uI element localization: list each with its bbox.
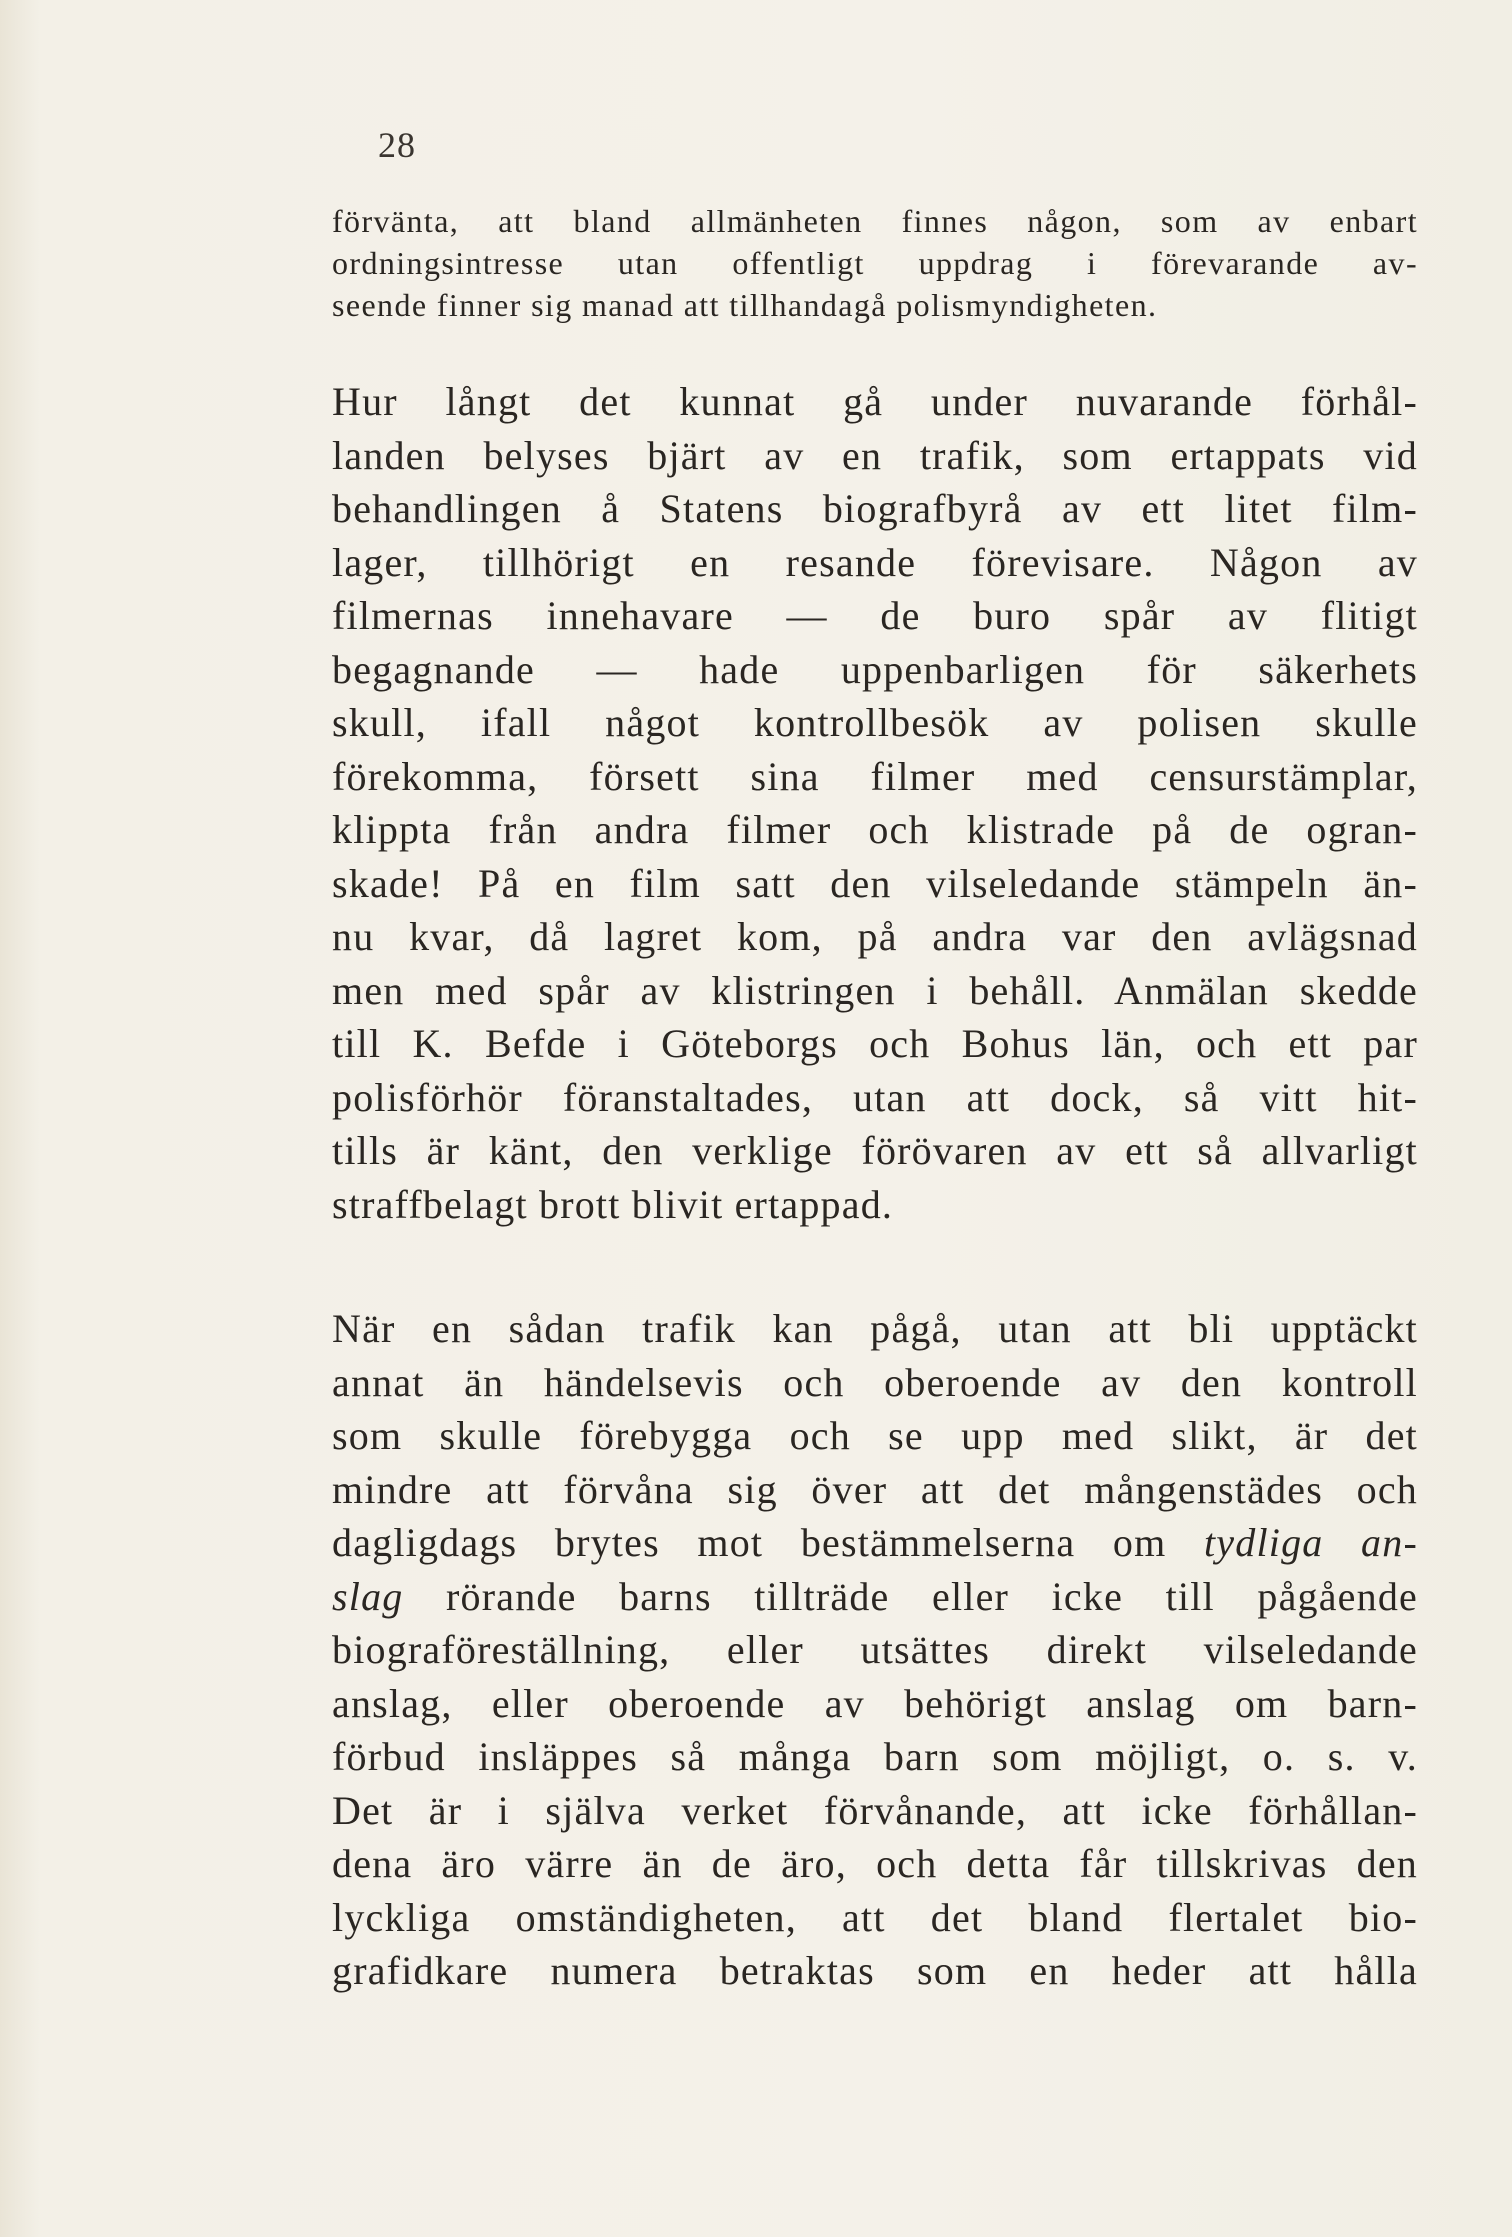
text-line: behandlingen å Statens biografbyrå av ett litet film- — [332, 486, 1418, 531]
text-line: Det är i själva verket förvånande, att icke förhållan- — [332, 1787, 1418, 1833]
text-line: filmernas innehavare — de buro spår av flitigt — [332, 593, 1418, 638]
text-line: förekomma, försett sina filmer med censurstämplar, — [332, 753, 1418, 799]
text-line: annat än händelsevis och oberoende av den kontroll — [332, 1359, 1418, 1405]
text-segment: rörande barns tillträde eller icke till pågående — [403, 1573, 1418, 1619]
text-line: lager, tillhörigt en resande förevisare. Någon av — [332, 539, 1418, 585]
text-line: lyckliga omständigheten, att det bland flertalet bio- — [332, 1894, 1418, 1940]
text-line: som skulle förebygga och se upp med slikt, är det — [332, 1413, 1418, 1458]
text-line: men med spår av klistringen i behåll. Anmälan skedde — [332, 967, 1418, 1013]
text-line: grafidkare numera betraktas som en heder att hålla — [332, 1948, 1418, 1993]
text-line — [332, 1570, 1418, 1624]
text-line: dena äro värre än de äro, och detta får tillskrivas den — [332, 1841, 1418, 1886]
text-line: ordningsintresse utan offentligt uppdrag i förevarande av- — [332, 245, 1418, 281]
text-line: förbud insläppes så många barn som möjligt, o. s. v. — [332, 1734, 1418, 1779]
text-line: Hur långt det kunnat gå under nuvarande förhål- — [332, 379, 1418, 424]
page-number: 28 — [378, 125, 416, 165]
text-line: tills är känt, den verklige förövaren av ett så allvarligt — [332, 1128, 1418, 1173]
paragraph-children-admission — [332, 1302, 1418, 1998]
text-line: polisförhör föranstaltades, utan att dock, så vitt hit- — [332, 1074, 1418, 1120]
text-line: mindre att förvåna sig över att det mångenstädes och — [332, 1466, 1418, 1512]
italic-text: slag — [332, 1573, 404, 1619]
text-line: klippta från andra filmer och klistrade på de ogran- — [332, 807, 1418, 852]
text-line: landen belyses bjärt av en trafik, som ertappats vid — [332, 432, 1418, 478]
text-line: seende finner sig manad att tillhandagå polismyndigheten. — [332, 287, 1158, 323]
text-line: till K. Befde i Göteborgs och Bohus län, och ett par — [332, 1021, 1418, 1066]
italic-text: tydliga an- — [1203, 1520, 1418, 1565]
text-segment: dagligdags brytes mot bestämmelserna om — [332, 1520, 1204, 1565]
text-line: straffbelagt brott blivit ertappad. — [332, 1181, 894, 1227]
text-line: biograföreställning, eller utsättes direkt vilseledande — [332, 1627, 1418, 1672]
paragraph-film-trafficking — [332, 375, 1418, 1231]
text-line: skull, ifall något kontrollbesök av polisen skulle — [332, 700, 1418, 745]
text-line: förvänta, att bland allmänheten finnes någon, som av enbart — [332, 203, 1418, 239]
text-line: När en sådan trafik kan pågå, utan att bli upptäckt — [332, 1306, 1418, 1351]
text-line: nu kvar, då lagret kom, på andra var den avlägsnad — [332, 914, 1418, 959]
text-line: anslag, eller oberoende av behörigt anslag om barn- — [332, 1680, 1418, 1726]
text-line: begagnande — hade uppenbarligen för säkerhets — [332, 646, 1418, 692]
intro-paragraph — [332, 200, 1418, 326]
text-line — [332, 1516, 1418, 1570]
text-line: skade! På en film satt den vilseledande stämpeln än- — [332, 860, 1418, 906]
